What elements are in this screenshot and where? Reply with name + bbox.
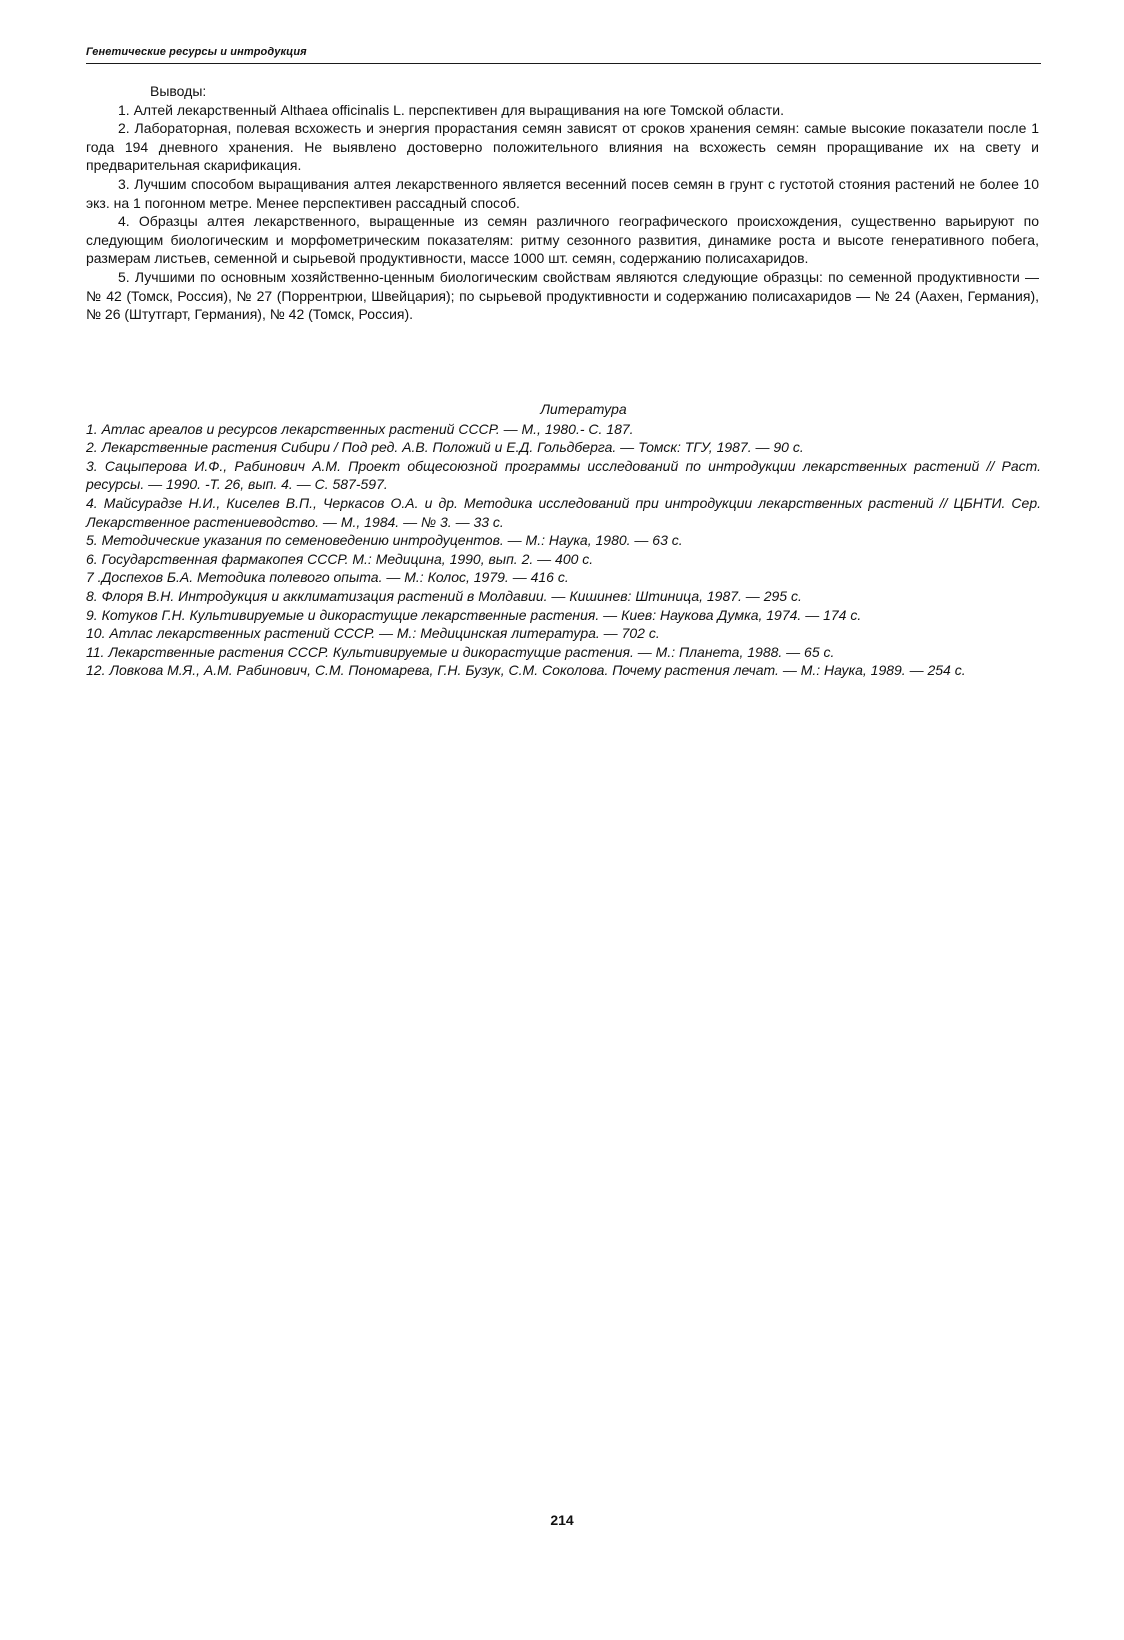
conclusion-item: 1. Алтей лекарственный Althaea officinalis L. перспективен для выращивания на юге Томской области. bbox=[118, 101, 784, 118]
reference-item: 6. Государственная фармакопея СССР. М.: Медицина, 1990, вып. 2. — 400 с. bbox=[86, 550, 594, 567]
reference-item: 11. Лекарственные растения СССР. Культивируемые и дикорастущие растения. — М.: Планета, 1988. — 65 с. bbox=[86, 643, 835, 660]
conclusion-item: 4. Образцы алтея лекарственного, выращенные из семян различного географического происхождения, существенно варьируют по следующим биологическим и морфометрическим показателям: ритму сезонного развития, динамике роста и высоте генеративного побега, размерам листьев, семенной и сырьевой продуктивности, массе 1000 шт. семян, содержанию полисахаридов. bbox=[86, 213, 1039, 267]
reference-item: 3. Сацыперова И.Ф., Рабинович А.М. Проект общесоюзной программы исследований по интродукции лекарственных растений // Раст. ресурсы. — 1990. -Т. 26, вып. 4. — С. 587-597. bbox=[86, 457, 1041, 493]
reference-item: 10. Атлас лекарственных растений СССР. — М.: Медицинская литература. — 702 с. bbox=[86, 625, 660, 642]
literature-title: Литература bbox=[540, 401, 627, 417]
reference-item: 1. Атлас ареалов и ресурсов лекарственных растений СССР. — М., 1980.- С. 187. bbox=[86, 420, 634, 437]
literature-section bbox=[86, 400, 1041, 680]
running-header: Генетические ресурсы и интродукция bbox=[86, 46, 307, 58]
reference-list bbox=[86, 420, 1041, 680]
reference-item: 4. Майсурадзе Н.И., Киселев В.П., Черкасов О.А. и др. Методика исследований при интродукции лекарственных растений // ЦБНТИ. Сер. Лекарственное растениеводство. — М., 1984. — № 3. — 33 с. bbox=[86, 494, 1041, 530]
header-rule bbox=[86, 63, 1041, 64]
reference-item: 7 .Доспехов Б.А. Методика полевого опыта. — М.: Колос, 1979. — 416 с. bbox=[86, 569, 569, 586]
reference-item: 8. Флоря В.Н. Интродукция и акклиматизация растений в Молдавии. — Кишинев: Штиница, 1987. — 295 с. bbox=[86, 587, 802, 604]
conclusions-section bbox=[86, 82, 1039, 324]
reference-item: 2. Лекарственные растения Сибири / Под ред. А.В. Положий и Е.Д. Гольдберга. — Томск: ТГУ, 1987. — 90 с. bbox=[86, 439, 804, 456]
page-number: 214 bbox=[550, 1512, 574, 1528]
reference-item: 12. Ловкова М.Я., А.М. Рабинович, С.М. Пономарева, Г.Н. Бузук, С.М. Соколова. Почему растения лечат. — М.: Наука, 1989. — 254 с. bbox=[86, 662, 966, 679]
conclusion-item: 2. Лабораторная, полевая всхожесть и энергия прорастания семян зависят от сроков хранения семян: самые высокие показатели после 1 года 194 дневного хранения. Не выявлено достоверно положительного влияния на всхожесть семян проращивание их на свету и предварительная скарификация. bbox=[86, 120, 1039, 174]
reference-item: 9. Котуков Г.Н. Культивируемые и дикорастущие лекарственные растения. — Киев: Наукова Думка, 1974. — 174 с. bbox=[86, 606, 862, 623]
conclusion-item: 5. Лучшими по основным хозяйственно-ценным биологическим свойствам являются следующие образцы: по семенной продуктивности — № 42 (Томск, Россия), № 27 (Поррентрюи, Швейцария); по сырьевой продуктивности и содержанию полисахаридов — № 24 (Аахен, Германия), № 26 (Штутгарт, Германия), № 42 (Томск, Россия). bbox=[86, 268, 1039, 323]
reference-item: 5. Методические указания по семеноведению интродуцентов. — М.: Наука, 1980. — 63 с. bbox=[86, 532, 683, 549]
conclusion-item: 3. Лучшим способом выращивания алтея лекарственного является весенний посев семян в грунт с густотой стояния растений не более 10 экз. на 1 погонном метре. Менее перспективен рассадный способ. bbox=[86, 175, 1039, 211]
conclusions-heading: Выводы: bbox=[150, 83, 207, 99]
